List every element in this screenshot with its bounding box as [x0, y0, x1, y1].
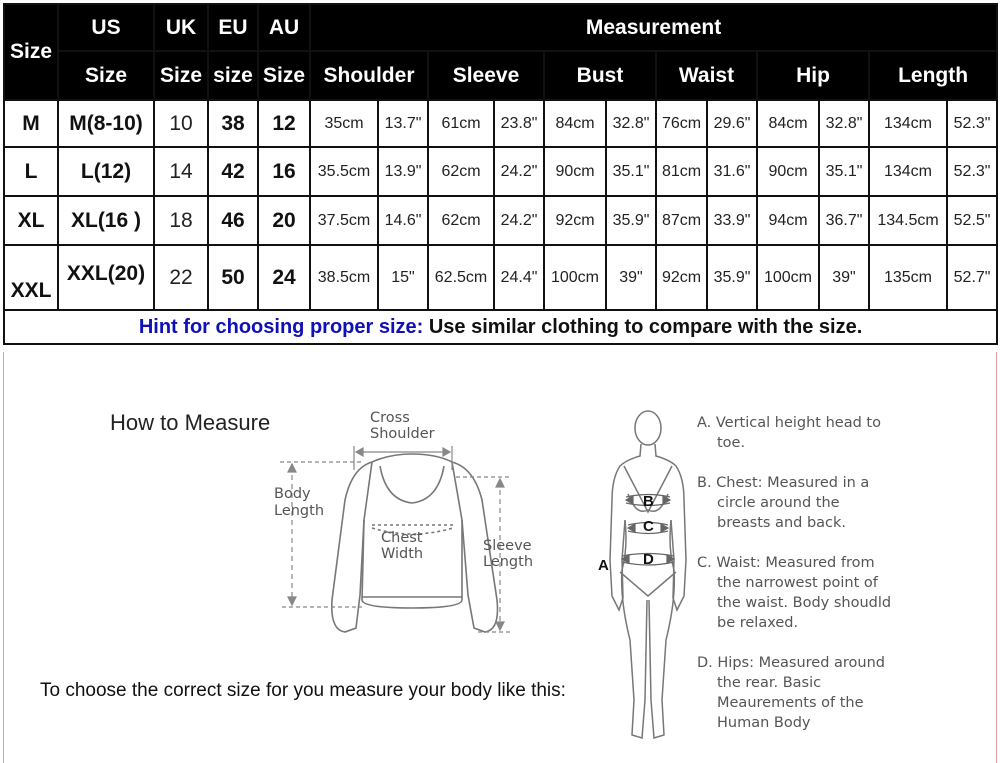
row-size: M [4, 100, 58, 147]
cell-hip-cm: 100cm [757, 245, 819, 310]
cell-sleeve-in: 24.4" [494, 245, 544, 310]
row-au: 16 [258, 147, 310, 196]
cell-shoulder-cm: 35.5cm [310, 147, 378, 196]
header-au-size: Size [258, 51, 310, 100]
cell-shoulder-in: 13.9" [378, 147, 428, 196]
note-b: B. Chest: Measured in a circle around the breasts and back. [697, 475, 870, 531]
row-au: 12 [258, 100, 310, 147]
cell-sleeve-in: 24.2" [494, 147, 544, 196]
cell-shoulder-in: 14.6" [378, 196, 428, 245]
hint-text: Use similar clothing to compare with the size. [423, 315, 863, 338]
cell-hip-cm: 84cm [757, 100, 819, 147]
cell-bust-in: 39" [606, 245, 656, 310]
cell-bust-in: 32.8" [606, 100, 656, 147]
label-body-length: Length [274, 503, 325, 519]
cell-sleeve-in: 24.2" [494, 196, 544, 245]
cell-length-cm: 135cm [869, 245, 947, 310]
cell-waist-cm: 81cm [656, 147, 707, 196]
row-eu: 38 [208, 100, 258, 147]
cell-hip-in: 39" [819, 245, 869, 310]
row-uk: 14 [154, 147, 208, 196]
row-au: 24 [258, 245, 310, 310]
row-us: M(8-10) [58, 100, 154, 147]
measurement-notes [697, 413, 897, 753]
cell-bust-cm: 92cm [544, 196, 606, 245]
choose-size-instruction: To choose the correct size for you measure your body like this: [40, 680, 566, 701]
cell-length-cm: 134.5cm [869, 196, 947, 245]
cell-sleeve-cm: 61cm [428, 100, 494, 147]
body-length-dimension [280, 462, 364, 607]
header-size: Size [4, 4, 58, 100]
row-size: XXL [4, 245, 58, 310]
cell-shoulder-in: 15" [378, 245, 428, 310]
row-uk: 22 [154, 245, 208, 310]
cell-length-in: 52.5" [947, 196, 997, 245]
cell-hip-in: 32.8" [819, 100, 869, 147]
header-sleeve: Sleeve [428, 51, 544, 100]
header-uk: UK [154, 4, 208, 51]
row-uk: 10 [154, 100, 208, 147]
cell-shoulder-cm: 35cm [310, 100, 378, 147]
row-size: XL [4, 196, 58, 245]
cell-length-cm: 134cm [869, 147, 947, 196]
cell-hip-in: 36.7" [819, 196, 869, 245]
header-waist: Waist [656, 51, 757, 100]
label-sleeve-length: Length [483, 554, 534, 570]
letter-b: B [643, 493, 654, 510]
label-cross: Cross [370, 410, 410, 426]
cell-length-in: 52.3" [947, 147, 997, 196]
row-us: L(12) [58, 147, 154, 196]
cross-shoulder-dimension [354, 446, 452, 470]
row-eu: 50 [208, 245, 258, 310]
note-a: A. Vertical height head to toe. [697, 415, 881, 451]
cell-waist-in: 31.6" [707, 147, 757, 196]
human-figure [610, 411, 686, 738]
cell-shoulder-cm: 38.5cm [310, 245, 378, 310]
header-eu: EU [208, 4, 258, 51]
hint-label: Hint for choosing proper size: [138, 315, 424, 338]
label-sleeve: Sleeve [483, 538, 532, 554]
letter-d: D [643, 551, 654, 568]
header-au: AU [258, 4, 310, 51]
header-shoulder: Shoulder [310, 51, 428, 100]
label-body: Body [274, 486, 311, 502]
row-au: 20 [258, 196, 310, 245]
how-to-measure-title: How to Measure [110, 410, 271, 435]
cell-shoulder-cm: 37.5cm [310, 196, 378, 245]
header-uk-size: Size [154, 51, 208, 100]
header-us: US [58, 4, 154, 51]
cell-shoulder-in: 13.7" [378, 100, 428, 147]
cell-waist-in: 35.9" [707, 245, 757, 310]
row-us: XXL(20) [58, 245, 154, 310]
row-eu: 42 [208, 147, 258, 196]
cell-waist-in: 33.9" [707, 196, 757, 245]
cell-waist-cm: 87cm [656, 196, 707, 245]
cell-sleeve-in: 23.8" [494, 100, 544, 147]
cell-waist-cm: 92cm [656, 245, 707, 310]
row-eu: 46 [208, 196, 258, 245]
row-size: L [4, 147, 58, 196]
cell-length-cm: 134cm [869, 100, 947, 147]
cell-hip-cm: 94cm [757, 196, 819, 245]
cell-sleeve-cm: 62.5cm [428, 245, 494, 310]
header-bust: Bust [544, 51, 656, 100]
cell-bust-in: 35.9" [606, 196, 656, 245]
header-hip: Hip [757, 51, 869, 100]
note-c: C. Waist: Measured from the narrowest point of the waist. Body shoudld be relaxed. [697, 555, 892, 631]
header-eu-size: size [208, 51, 258, 100]
cell-bust-cm: 100cm [544, 245, 606, 310]
label-shoulder: Shoulder [370, 426, 435, 442]
row-uk: 18 [154, 196, 208, 245]
letter-c: C [643, 518, 654, 535]
cell-length-in: 52.7" [947, 245, 997, 310]
cell-bust-cm: 90cm [544, 147, 606, 196]
cell-waist-in: 29.6" [707, 100, 757, 147]
cell-hip-cm: 90cm [757, 147, 819, 196]
cell-hip-in: 35.1" [819, 147, 869, 196]
cell-waist-cm: 76cm [656, 100, 707, 147]
note-d: D. Hips: Measured around the rear. Basic Meaurements of the Human Body [697, 655, 885, 731]
cell-length-in: 52.3" [947, 100, 997, 147]
header-measurement: Measurement [310, 4, 997, 51]
cell-bust-cm: 84cm [544, 100, 606, 147]
header-length: Length [869, 51, 997, 100]
cell-sleeve-cm: 62cm [428, 196, 494, 245]
letter-a: A [598, 557, 609, 574]
cell-sleeve-cm: 62cm [428, 147, 494, 196]
header-us-size: Size [58, 51, 154, 100]
cell-bust-in: 35.1" [606, 147, 656, 196]
label-width: Width [381, 546, 424, 562]
row-us: XL(16 ) [58, 196, 154, 245]
label-chest: Chest [381, 530, 423, 546]
